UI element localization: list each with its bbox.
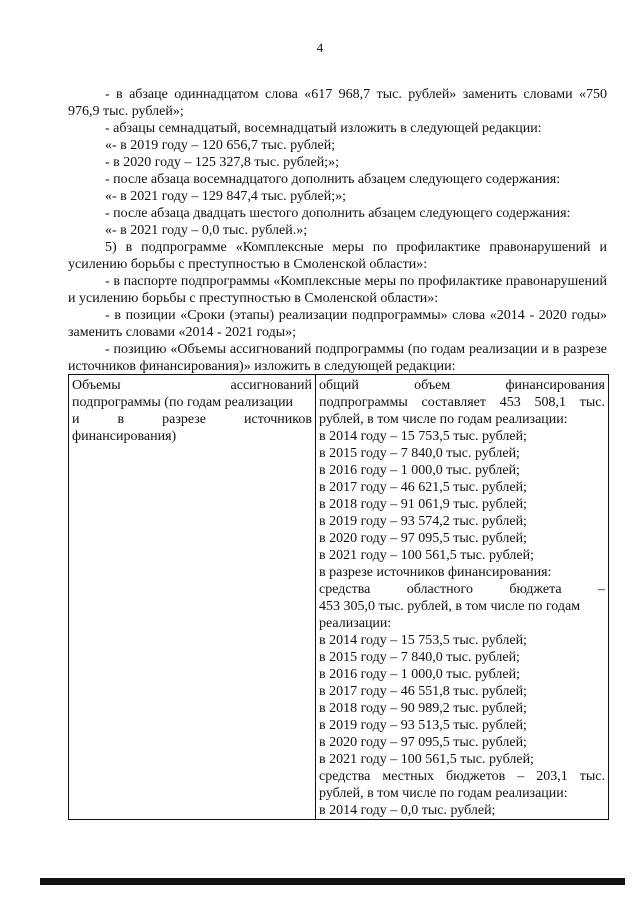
paragraph: «- в 2021 году – 0,0 тыс. рублей.»; (105, 223, 308, 238)
paragraph: 5) в подпрограмме «Комплексные меры по профилактике правонарушений и усилению борьбы с преступностью в Смоленской области»: (68, 240, 607, 272)
table-right-line: рублей, в том числе по годам реализации: (319, 412, 568, 427)
table-right-line: в 2020 году – 97 095,5 тыс. рублей; (319, 735, 527, 750)
table-right-line: средства местных бюджетов – 203,1 тыс. (319, 769, 605, 784)
table-right-line: в 2016 году – 1 000,0 тыс. рублей; (319, 463, 520, 478)
table-right-cell (316, 375, 609, 820)
paragraph: - после абзаца восемнадцатого дополнить абзацем следующего содержания: (105, 172, 561, 187)
table-right-line: подпрограммы составляет 453 508,1 тыс. (319, 395, 605, 410)
table-right-line: в 2014 году – 15 753,5 тыс. рублей; (319, 429, 527, 444)
table-left-line: подпрограммы (по годам реализации (72, 395, 294, 410)
page-number: 4 (316, 40, 324, 55)
paragraph: - в паспорте подпрограммы «Комплексные меры по профилактике правонарушений и усилению борьбы с преступностью в Смоленской области»: (68, 274, 607, 306)
table-right-line: средства областного бюджета – (319, 582, 605, 597)
table-right-line: в 2015 году – 7 840,0 тыс. рублей; (319, 446, 520, 461)
table-left-line: Объемы ассигнований (72, 378, 312, 393)
table-left-line: финансирования) (72, 429, 177, 444)
table-right-line: в 2020 году – 97 095,5 тыс. рублей; (319, 531, 527, 546)
table-right-line: в 2018 году – 91 061,9 тыс. рублей; (319, 497, 527, 512)
allocation-table (68, 374, 609, 820)
table-right-line: в 2021 году – 100 561,5 тыс. рублей; (319, 548, 534, 563)
paragraph: - абзацы семнадцатый, восемнадцатый изложить в следующей редакции: (105, 121, 542, 136)
paragraph: - в позиции «Сроки (этапы) реализации подпрограммы» слова «2014 - 2020 годы» заменить словами «2014 - 2021 годы»; (68, 308, 607, 340)
table-right-line: в 2016 году – 1 000,0 тыс. рублей; (319, 667, 520, 682)
table-right-line: 453 305,0 тыс. рублей, в том числе по годам (319, 599, 581, 614)
table-right-line: в 2014 году – 15 753,5 тыс. рублей; (319, 633, 527, 648)
document-body (68, 86, 607, 375)
paragraph: - после абзаца двадцать шестого дополнить абзацем следующего содержания: (105, 206, 571, 221)
table-right-line: общий объем финансирования (319, 378, 605, 393)
table-right-line: рублей, в том числе по годам реализации: (319, 786, 568, 801)
paragraph: «- в 2019 году – 120 656,7 тыс. рублей; (105, 138, 336, 153)
table-right-line: в 2017 году – 46 621,5 тыс. рублей; (319, 480, 527, 495)
table-right-line: в 2021 году – 100 561,5 тыс. рублей; (319, 752, 534, 767)
table-right-line: в 2019 году – 93 513,5 тыс. рублей; (319, 718, 527, 733)
table-right-line: в 2014 году – 0,0 тыс. рублей; (319, 803, 496, 818)
bottom-border (40, 878, 625, 885)
table-row (69, 375, 609, 820)
paragraph: «- в 2021 году – 129 847,4 тыс. рублей;»; (105, 189, 347, 204)
paragraph: - позицию «Объемы ассигнований подпрограммы (по годам реализации и в разрезе источников финансирования)» изложить в следующей редакции: (68, 342, 607, 374)
paragraph: - в 2020 году – 125 327,8 тыс. рублей;»; (105, 155, 340, 170)
paragraph: - в абзаце одиннадцатом слова «617 968,7 тыс. рублей» заменить словами «750 976,9 тыс. рублей»; (68, 87, 607, 119)
table-right-line: в 2017 году – 46 551,8 тыс. рублей; (319, 684, 527, 699)
table-left-line: и в разрезе источников (72, 412, 312, 427)
table-left-cell (69, 375, 316, 820)
table-right-line: в разрезе источников финансирования: (319, 565, 552, 580)
table-right-line: в 2018 году – 90 989,2 тыс. рублей; (319, 701, 527, 716)
table-right-line: реализации: (319, 616, 392, 631)
table-right-line: в 2015 году – 7 840,0 тыс. рублей; (319, 650, 520, 665)
table-right-line: в 2019 году – 93 574,2 тыс. рублей; (319, 514, 527, 529)
